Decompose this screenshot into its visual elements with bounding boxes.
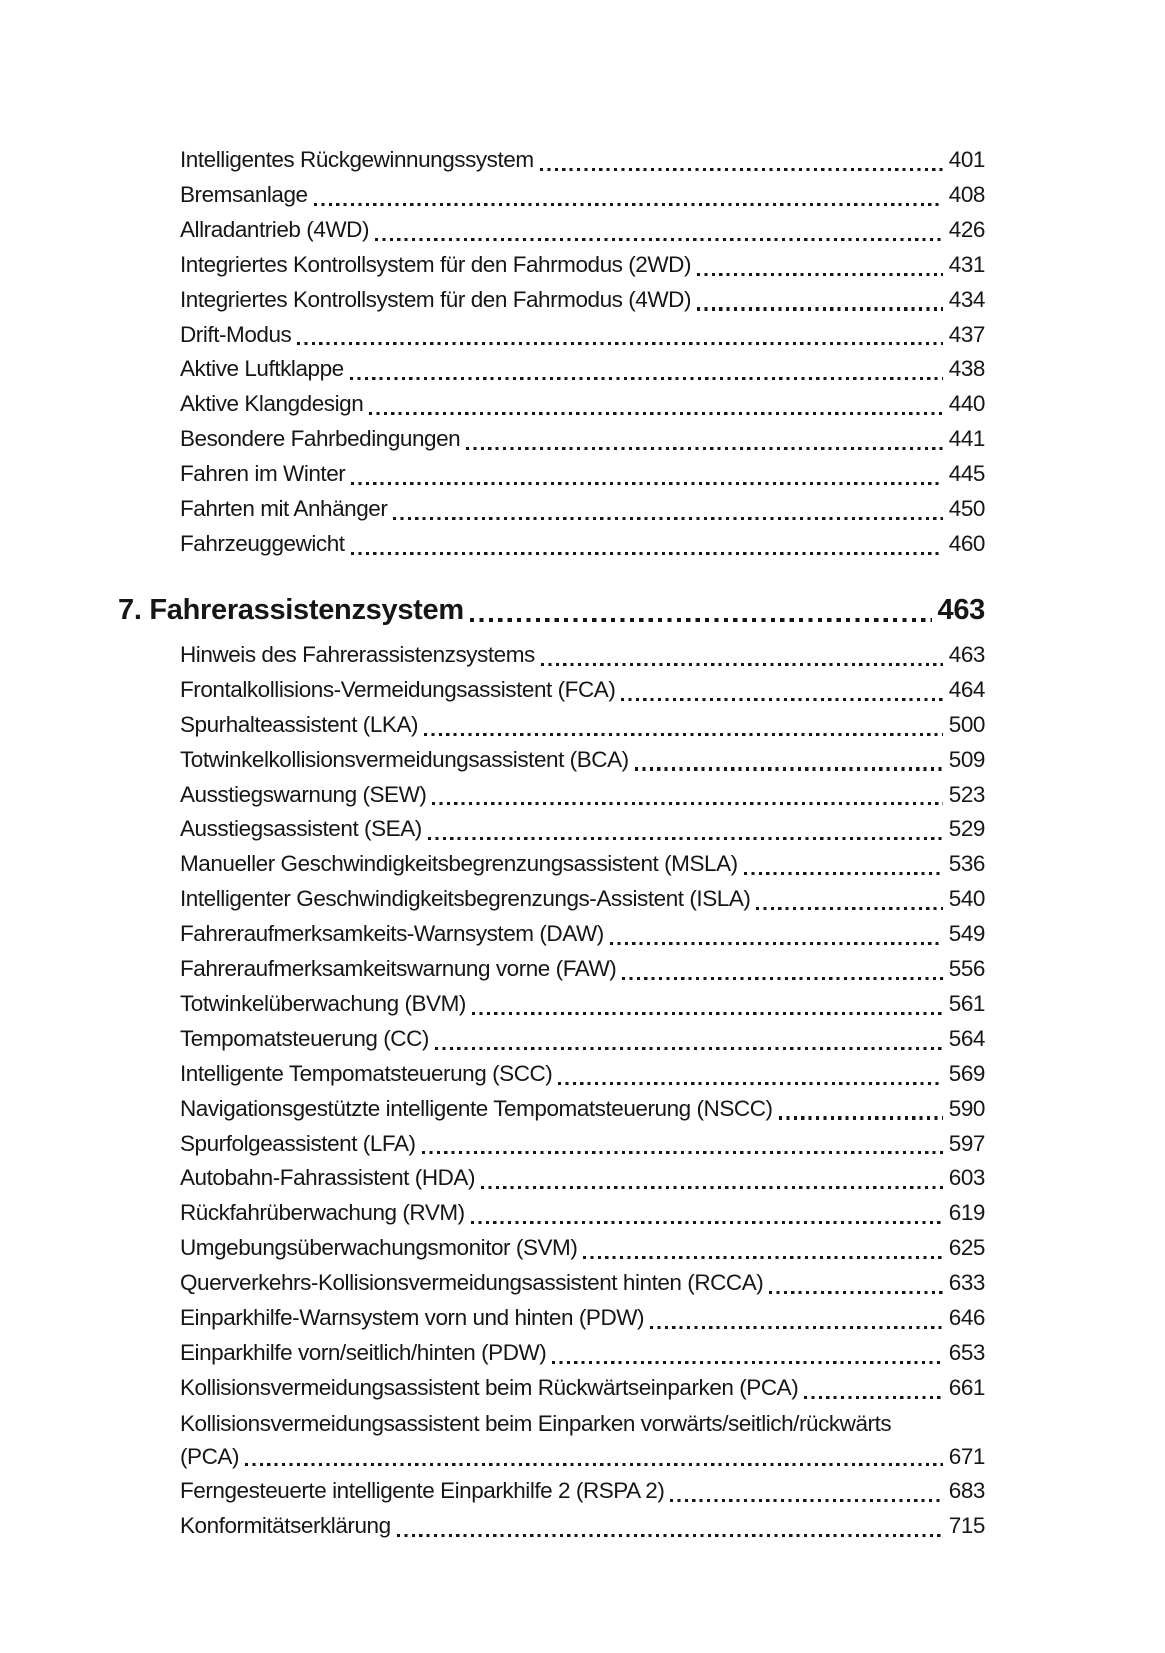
dot-leader [670, 1499, 942, 1502]
toc-entry [180, 1301, 985, 1336]
entry-page-number: 441 [948, 426, 985, 452]
toc-entry [180, 1196, 985, 1231]
entry-page-number: 445 [948, 461, 985, 487]
toc-entry [180, 1509, 985, 1544]
dot-leader [610, 942, 943, 945]
entry-title: (PCA) [180, 1443, 239, 1469]
entry-page-number: 450 [948, 496, 985, 522]
toc-entry [180, 422, 985, 457]
entry-page-number: 549 [948, 921, 985, 947]
dot-leader [471, 1221, 943, 1224]
toc-entry [180, 492, 985, 527]
toc-entry [180, 917, 985, 952]
toc-entry [180, 352, 985, 387]
entry-page-number: 597 [948, 1130, 985, 1156]
dot-leader [351, 482, 942, 485]
entry-title: Hinweis des Fahrerassistenzsystems [180, 641, 535, 667]
entry-page-number: 536 [948, 851, 985, 877]
toc-entry [180, 178, 985, 213]
entry-title: Einparkhilfe vorn/seitlich/hinten (PDW) [180, 1340, 547, 1365]
entry-title: Spurhalteassistent (LKA) [180, 711, 419, 737]
toc-entry [180, 882, 985, 917]
dot-leader [470, 618, 932, 622]
toc-entry [180, 248, 985, 283]
toc-entry [180, 847, 985, 882]
entry-title: Totwinkelkollisionsvermeidungsassistent (BCA) [180, 746, 629, 772]
entry-page-number: 653 [948, 1340, 985, 1365]
dot-leader [621, 698, 942, 701]
toc-entry [180, 952, 985, 987]
entry-page-number: 715 [948, 1512, 985, 1538]
toc-entry [180, 987, 985, 1022]
chapter-heading [118, 590, 985, 630]
toc-entry [180, 387, 985, 422]
entry-page-number: 426 [948, 216, 985, 242]
entry-page-number: 561 [948, 990, 985, 1016]
chapter-heading-title: 7. Fahrerassistenzsystem [118, 593, 464, 626]
entry-page-number: 671 [948, 1443, 985, 1469]
dot-leader [297, 342, 942, 345]
toc-entry [180, 1127, 985, 1162]
toc-entry [180, 743, 985, 778]
entry-title: Navigationsgestützte intelligente Tempomatsteuerung (NSCC) [180, 1095, 773, 1121]
dot-leader [422, 1151, 943, 1154]
entry-page-number: 438 [948, 356, 985, 382]
toc-entry [180, 673, 985, 708]
entry-title: Manueller Geschwindigkeitsbegrenzungsassistent (MSLA) [180, 851, 738, 877]
toc-entry [180, 1022, 985, 1057]
toc-entry [180, 708, 985, 743]
entry-title: Frontalkollisions-Vermeidungsassistent (FCA) [180, 676, 616, 702]
entry-page-number: 408 [948, 181, 985, 207]
entry-page-number: 523 [948, 781, 985, 807]
entry-title: Autobahn-Fahrassistent (HDA) [180, 1165, 476, 1191]
entry-title-line1: Kollisionsvermeidungsassistent beim Einparken vorwärts/seitlich/rückwärts [180, 1410, 892, 1436]
toc-entry [180, 527, 985, 562]
entry-page-number: 590 [948, 1095, 985, 1121]
toc-entry [180, 1407, 985, 1473]
pre-chapter-entries [180, 143, 985, 562]
entry-title: Intelligente Tempomatsteuerung (SCC) [180, 1060, 553, 1086]
entry-page-number: 633 [948, 1270, 985, 1296]
dot-leader [635, 767, 943, 770]
dot-leader [245, 1463, 943, 1466]
dot-leader [779, 1116, 943, 1119]
toc-entry [180, 1474, 985, 1509]
toc-entry [180, 778, 985, 813]
entry-page-number: 460 [948, 530, 985, 556]
entry-page-number: 661 [948, 1374, 985, 1400]
toc-entry [180, 1371, 985, 1406]
toc-entry [180, 1161, 985, 1196]
toc-entry [180, 1057, 985, 1092]
entry-title: Ausstiegswarnung (SEW) [180, 781, 427, 807]
dot-leader [540, 168, 943, 171]
dot-leader [697, 273, 943, 276]
entry-title: Einparkhilfe-Warnsystem vorn und hinten (PDW) [180, 1305, 645, 1331]
toc-entry [180, 143, 985, 178]
entry-page-number: 440 [948, 391, 985, 417]
toc-entry [180, 1266, 985, 1301]
entry-title: Allradantrieb (4WD) [180, 216, 370, 242]
dot-leader [552, 1361, 942, 1364]
dot-leader [697, 307, 943, 310]
dot-leader [481, 1186, 943, 1189]
entry-page-number: 646 [948, 1305, 985, 1331]
entry-title: Fahrten mit Anhänger [180, 496, 388, 522]
dot-leader [435, 1047, 943, 1050]
entry-page-number: 569 [948, 1060, 985, 1086]
dot-leader [432, 802, 942, 805]
toc-entry [180, 213, 985, 248]
entry-title: Bremsanlage [180, 181, 308, 207]
chapter-heading-page-number: 463 [937, 593, 985, 626]
entry-page-number: 540 [948, 886, 985, 912]
dot-leader [375, 238, 943, 241]
entry-page-number: 529 [948, 816, 985, 842]
entry-title: Aktive Klangdesign [180, 391, 364, 417]
entry-title: Rückfahrüberwachung (RVM) [180, 1200, 465, 1226]
entry-title: Tempomatsteuerung (CC) [180, 1025, 429, 1051]
dot-leader [804, 1396, 943, 1399]
entry-page-number: 464 [948, 676, 985, 702]
entry-page-number: 683 [948, 1477, 985, 1503]
dot-leader [428, 837, 943, 840]
entry-title: Ausstiegsassistent (SEA) [180, 816, 422, 842]
entry-page-number: 556 [948, 956, 985, 982]
dot-leader [583, 1256, 942, 1259]
dot-leader [472, 1012, 943, 1015]
toc-entry [180, 638, 985, 673]
dot-leader [424, 733, 943, 736]
dot-leader [350, 377, 943, 380]
entry-title: Umgebungsüberwachungsmonitor (SVM) [180, 1235, 578, 1261]
dot-leader [369, 412, 943, 415]
entry-title: Integriertes Kontrollsystem für den Fahrmodus (4WD) [180, 286, 691, 312]
dot-leader [314, 203, 943, 206]
toc-entry [180, 1231, 985, 1266]
entry-page-number: 434 [948, 286, 985, 312]
entry-title: Besondere Fahrbedingungen [180, 426, 461, 452]
entry-title: Konformitätserklärung [180, 1512, 391, 1538]
entry-title: Intelligentes Rückgewinnungssystem [180, 147, 534, 172]
entry-title: Drift-Modus [180, 321, 292, 347]
entry-title: Aktive Luftklappe [180, 356, 344, 382]
toc-entry [180, 1092, 985, 1127]
entry-page-number: 500 [948, 711, 985, 737]
entry-title: Ferngesteuerte intelligente Einparkhilfe 2 (RSPA 2) [180, 1477, 665, 1503]
dot-leader [393, 517, 942, 520]
entry-title: Querverkehrs-Kollisionsvermeidungsassistent hinten (RCCA) [180, 1270, 764, 1296]
entry-page-number: 625 [948, 1235, 985, 1261]
chapter-entries [180, 638, 985, 1544]
entry-title: Fahreraufmerksamkeits-Warnsystem (DAW) [180, 921, 604, 947]
entry-title: Integriertes Kontrollsystem für den Fahrmodus (2WD) [180, 251, 691, 277]
dot-leader [769, 1291, 942, 1294]
entry-page-number: 463 [948, 641, 985, 667]
entry-title: Fahrzeuggewicht [180, 530, 345, 556]
dot-leader [397, 1534, 943, 1537]
toc-entry [180, 1336, 985, 1371]
toc-entry [180, 283, 985, 318]
toc-entry [180, 318, 985, 353]
dot-leader [541, 663, 943, 666]
entry-page-number: 603 [948, 1165, 985, 1191]
toc-entry [180, 812, 985, 847]
toc-entry [180, 457, 985, 492]
dot-leader [466, 447, 943, 450]
entry-title: Spurfolgeassistent (LFA) [180, 1130, 416, 1156]
entry-page-number: 619 [948, 1200, 985, 1226]
entry-page-number: 564 [948, 1025, 985, 1051]
dot-leader [756, 907, 942, 910]
entry-title: Fahreraufmerksamkeitswarnung vorne (FAW) [180, 956, 617, 982]
dot-leader [650, 1326, 943, 1329]
entry-title: Kollisionsvermeidungsassistent beim Rückwärtseinparken (PCA) [180, 1374, 799, 1400]
entry-title: Intelligenter Geschwindigkeitsbegrenzungs-Assistent (ISLA) [180, 886, 751, 912]
entry-title: Totwinkelüberwachung (BVM) [180, 990, 466, 1016]
dot-leader [744, 872, 943, 875]
entry-title: Fahren im Winter [180, 461, 346, 487]
entry-page-number: 401 [948, 147, 985, 172]
dot-leader [558, 1082, 942, 1085]
dot-leader [351, 552, 943, 555]
entry-page-number: 437 [948, 321, 985, 347]
dot-leader [622, 977, 942, 980]
entry-page-number: 509 [948, 746, 985, 772]
entry-page-number: 431 [948, 251, 985, 277]
